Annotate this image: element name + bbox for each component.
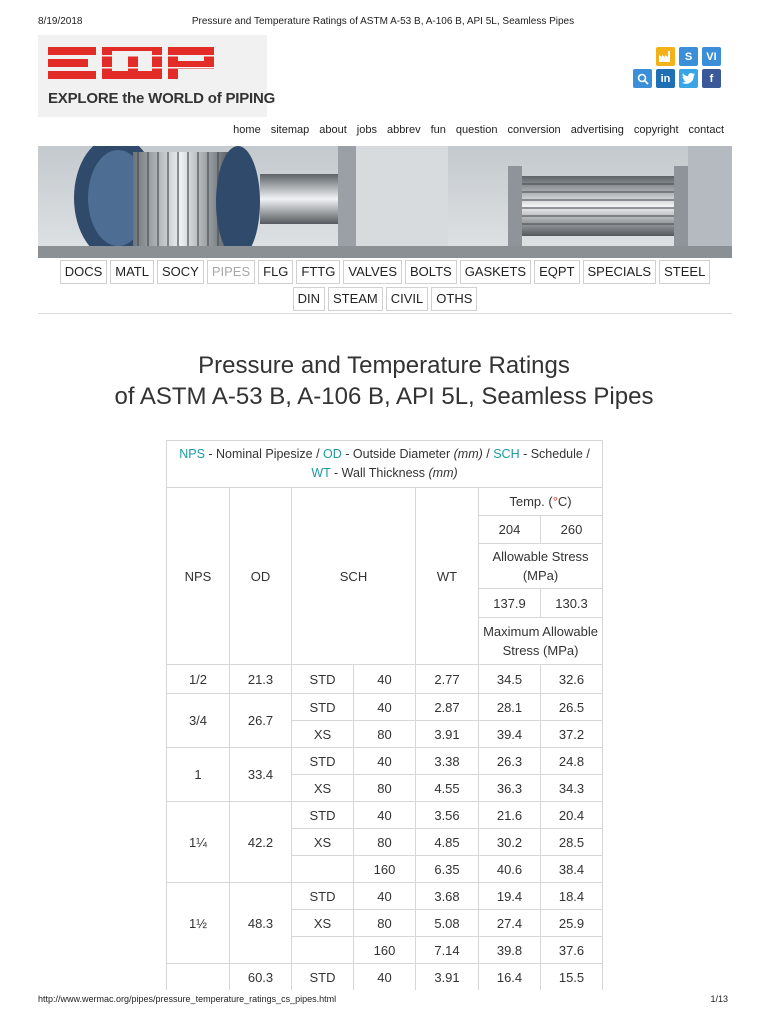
table-row <box>167 964 603 991</box>
cell-sch: STD <box>292 964 354 991</box>
page-title-line-1: Pressure and Temperature Ratings <box>198 352 570 379</box>
cell-stress-2: 26.5 <box>541 694 603 721</box>
cell-sch-num: 40 <box>354 883 416 910</box>
cat-matl[interactable]: MATL <box>110 260 154 284</box>
print-footer <box>38 994 728 1008</box>
topnav-about[interactable]: about <box>319 124 347 136</box>
ratings-table <box>166 440 603 991</box>
cell-nps: 1/2 <box>167 665 230 694</box>
skype-icon[interactable]: S <box>679 47 698 66</box>
cell-sch: XS <box>292 775 354 802</box>
print-url: http://www.wermac.org/pipes/pressure_temperature_ratings_cs_pipes.html <box>38 994 337 1004</box>
cell-stress-2: 25.9 <box>541 910 603 937</box>
cell-stress-2: 18.4 <box>541 883 603 910</box>
table-row <box>167 694 603 721</box>
cell-stress-1: 21.6 <box>479 802 541 829</box>
divider <box>38 313 732 314</box>
header-temp-260: 260 <box>541 516 603 544</box>
cell-stress-1: 39.4 <box>479 721 541 748</box>
cell-sch: STD <box>292 748 354 775</box>
cell-stress-1: 19.4 <box>479 883 541 910</box>
cat-flg[interactable]: FLG <box>258 260 293 284</box>
table-row <box>167 802 603 829</box>
print-title: Pressure and Temperature Ratings of ASTM A-53 B, A-106 B, API 5L, Seamless Pipes <box>191 16 575 27</box>
cell-wt: 4.85 <box>416 829 479 856</box>
print-date: 8/19/2018 <box>38 16 83 27</box>
print-page-number: 1/13 <box>710 994 728 1004</box>
cell-sch-num: 40 <box>354 748 416 775</box>
cell-sch-num: 40 <box>354 802 416 829</box>
cell-wt: 3.91 <box>416 721 479 748</box>
cell-stress-2: 15.5 <box>541 964 603 991</box>
cell-stress-2: 37.2 <box>541 721 603 748</box>
cell-wt: 3.68 <box>416 883 479 910</box>
cat-steel[interactable]: STEEL <box>659 260 710 284</box>
degree-symbol: ° <box>552 494 558 509</box>
cell-sch: STD <box>292 694 354 721</box>
legend-row <box>167 441 603 488</box>
cell-wt: 7.14 <box>416 937 479 964</box>
hero-banner-image <box>38 146 732 258</box>
cell-sch-num: 80 <box>354 910 416 937</box>
header-temp <box>479 488 603 516</box>
cell-stress-1: 16.4 <box>479 964 541 991</box>
search-icon[interactable] <box>633 69 652 88</box>
logo-tagline: EXPLORE the WORLD of PIPING <box>48 90 276 107</box>
page-title-line-2: of ASTM A-53 B, A-106 B, API 5L, Seamless Pipes <box>114 383 654 410</box>
cell-sch <box>292 856 354 883</box>
category-row-2 <box>38 287 732 311</box>
cell-sch-num: 40 <box>354 964 416 991</box>
cell-nps: 1 <box>167 748 230 802</box>
cat-bolts[interactable]: BOLTS <box>405 260 457 284</box>
header-temp-204: 204 <box>479 516 541 544</box>
temp-unit: C) <box>557 494 572 509</box>
cell-stress-1: 36.3 <box>479 775 541 802</box>
header-wt: WT <box>416 488 479 665</box>
cell-od: 21.3 <box>230 665 292 694</box>
table-row <box>167 665 603 694</box>
top-navigation <box>233 124 724 136</box>
cell-od: 33.4 <box>230 748 292 802</box>
header-sch: SCH <box>292 488 416 665</box>
cat-specials[interactable]: SPECIALS <box>583 260 657 284</box>
header-stress-2: 130.3 <box>541 589 603 618</box>
cell-od: 42.2 <box>230 802 292 883</box>
table-legend <box>167 441 603 488</box>
cell-stress-2: 34.3 <box>541 775 603 802</box>
cell-stress-2: 38.4 <box>541 856 603 883</box>
cell-stress-1: 26.3 <box>479 748 541 775</box>
cell-stress-2: 28.5 <box>541 829 603 856</box>
cell-wt: 2.87 <box>416 694 479 721</box>
cell-sch: STD <box>292 802 354 829</box>
topnav-fun[interactable]: fun <box>430 124 446 136</box>
expansion-joints-image <box>38 146 732 258</box>
linkedin-icon[interactable]: in <box>656 69 675 88</box>
legend-od-link[interactable]: OD <box>323 447 342 461</box>
header-allowable-stress: Allowable Stress (MPa) <box>479 544 603 589</box>
category-navigation <box>38 260 732 314</box>
ewp-logo-icon <box>48 43 228 85</box>
legend-unit: (mm) <box>428 466 458 480</box>
cat-eqpt[interactable]: EQPT <box>534 260 579 284</box>
cell-nps: 1¼ <box>167 802 230 883</box>
cell-stress-1: 39.8 <box>479 937 541 964</box>
topnav-copyright[interactable]: copyright <box>633 124 679 136</box>
cell-wt: 3.56 <box>416 802 479 829</box>
cell-nps: 1½ <box>167 883 230 964</box>
legend-unit: (mm) <box>453 447 483 461</box>
cell-wt: 6.35 <box>416 856 479 883</box>
cell-stress-1: 30.2 <box>479 829 541 856</box>
legend-wt-link[interactable]: WT <box>311 466 331 480</box>
print-header <box>38 16 728 30</box>
legend-text: - Schedule / <box>519 447 590 461</box>
twitter-icon[interactable] <box>679 69 698 88</box>
cell-wt: 3.91 <box>416 964 479 991</box>
topnav-jobs[interactable]: jobs <box>356 124 377 136</box>
table-row <box>167 883 603 910</box>
topnav-conversion[interactable]: conversion <box>507 124 561 136</box>
cell-od: 48.3 <box>230 883 292 964</box>
topnav-contact[interactable]: contact <box>688 124 724 136</box>
header-row <box>167 488 603 516</box>
cell-od: 60.3 <box>230 964 292 991</box>
cat-din[interactable]: DIN <box>293 287 325 311</box>
cell-sch: STD <box>292 883 354 910</box>
cell-stress-2: 20.4 <box>541 802 603 829</box>
cell-stress-2: 32.6 <box>541 665 603 694</box>
header-nps: NPS <box>167 488 230 665</box>
cat-valves[interactable]: VALVES <box>343 260 402 284</box>
cell-od: 26.7 <box>230 694 292 748</box>
page-title <box>0 350 768 412</box>
cell-nps <box>167 964 230 991</box>
factory-icon[interactable] <box>656 47 675 66</box>
cell-sch-num: 160 <box>354 856 416 883</box>
cat-oths[interactable]: OTHS <box>431 287 477 311</box>
cell-wt: 3.38 <box>416 748 479 775</box>
cat-docs[interactable]: DOCS <box>60 260 108 284</box>
cat-steam[interactable]: STEAM <box>328 287 383 311</box>
topnav-abbrev[interactable]: abbrev <box>386 124 421 136</box>
legend-text: / <box>482 447 494 461</box>
cell-stress-1: 34.5 <box>479 665 541 694</box>
table-row <box>167 748 603 775</box>
cat-civil[interactable]: CIVIL <box>386 287 429 311</box>
cell-sch-num: 80 <box>354 721 416 748</box>
cell-sch-num: 80 <box>354 775 416 802</box>
cat-gaskets[interactable]: GASKETS <box>460 260 531 284</box>
cell-wt: 5.08 <box>416 910 479 937</box>
cell-nps: 3/4 <box>167 694 230 748</box>
topnav-home[interactable]: home <box>233 124 261 136</box>
cell-stress-1: 40.6 <box>479 856 541 883</box>
cell-stress-2: 37.6 <box>541 937 603 964</box>
cell-sch-num: 40 <box>354 665 416 694</box>
legend-text: - Nominal Pipesize / <box>204 447 324 461</box>
header-stress-1: 137.9 <box>479 589 541 618</box>
legend-text: - Outside Diameter <box>341 447 454 461</box>
category-row-1 <box>38 260 732 284</box>
cell-sch: XS <box>292 721 354 748</box>
header-od: OD <box>230 488 292 665</box>
cell-sch: STD <box>292 665 354 694</box>
cell-stress-1: 28.1 <box>479 694 541 721</box>
cell-stress-1: 27.4 <box>479 910 541 937</box>
legend-sch-link[interactable]: SCH <box>493 447 520 461</box>
topnav-question[interactable]: question <box>455 124 498 136</box>
legend-text: - Wall Thickness <box>330 466 429 480</box>
cell-sch: XS <box>292 910 354 937</box>
cell-sch-num: 40 <box>354 694 416 721</box>
site-logo[interactable] <box>38 35 276 117</box>
cell-stress-2: 24.8 <box>541 748 603 775</box>
legend-nps-link[interactable]: NPS <box>179 447 205 461</box>
cat-pipes[interactable]: PIPES <box>207 260 255 284</box>
header-max-stress: Maximum Allowable Stress (MPa) <box>479 618 603 665</box>
temp-label: Temp. ( <box>509 494 553 509</box>
cell-wt: 2.77 <box>416 665 479 694</box>
facebook-icon[interactable]: f <box>702 69 721 88</box>
topnav-sitemap[interactable]: sitemap <box>270 124 310 136</box>
cell-wt: 4.55 <box>416 775 479 802</box>
cell-sch-num: 160 <box>354 937 416 964</box>
vi-icon[interactable]: VI <box>702 47 721 66</box>
cell-sch: XS <box>292 829 354 856</box>
cell-sch <box>292 937 354 964</box>
topnav-advertising[interactable]: advertising <box>570 124 624 136</box>
cell-sch-num: 80 <box>354 829 416 856</box>
cat-fttg[interactable]: FTTG <box>296 260 340 284</box>
cat-socy[interactable]: SOCY <box>157 260 204 284</box>
